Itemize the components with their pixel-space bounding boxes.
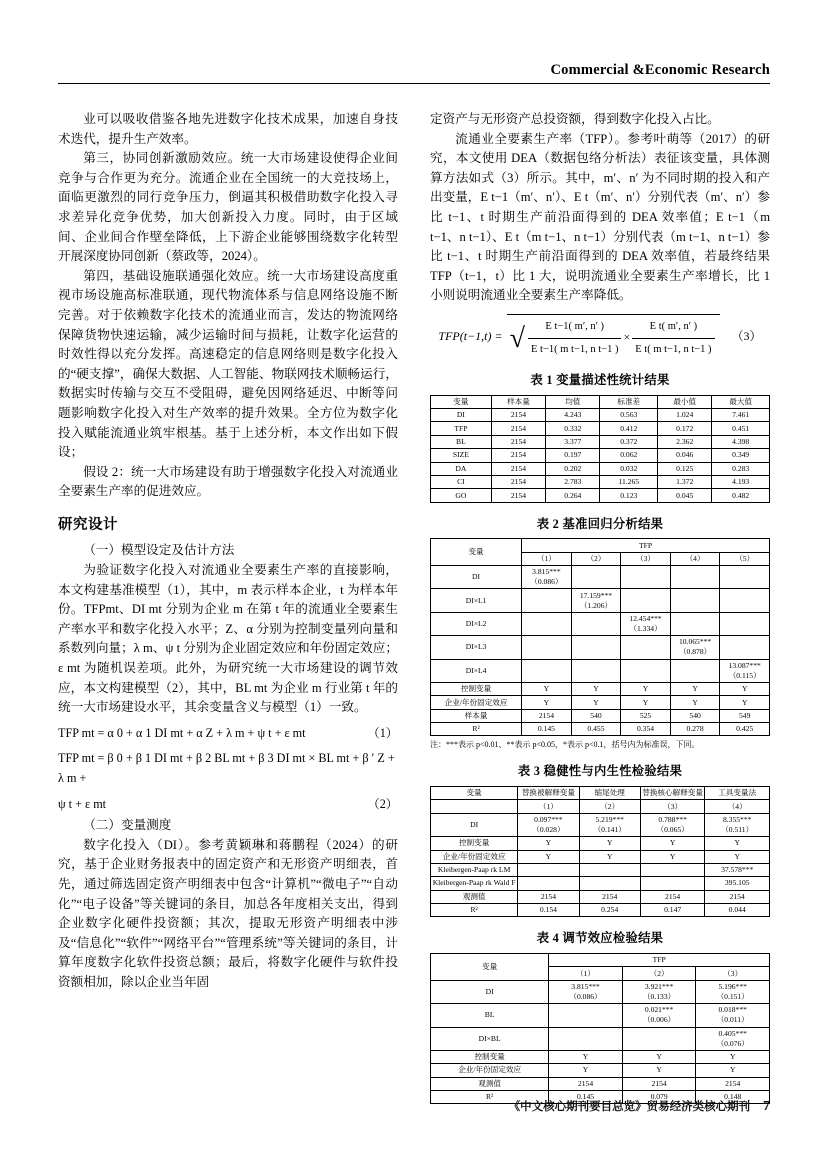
table-cell: 0.202	[546, 462, 600, 475]
table-cell: 0.451	[712, 422, 770, 435]
table-cell: 控制变量	[431, 837, 518, 850]
table-cell: Y	[571, 696, 621, 709]
table-row	[431, 1027, 770, 1050]
table-cell	[670, 659, 720, 682]
page-header	[58, 62, 770, 84]
table-cell: 控制变量	[431, 682, 522, 695]
table-cell: Y	[621, 696, 671, 709]
table-row	[431, 422, 770, 435]
paragraph-model	[58, 561, 398, 718]
table-cell: Kleibergen-Paap rk Wald F	[431, 877, 518, 890]
table-cell: 0.044	[705, 904, 770, 917]
table-cell	[621, 589, 671, 612]
table-2-note: 注：***表示 p<0.01、**表示 p<0.05，*表示 p<0.1，括号内为标准误，下同。	[430, 740, 700, 750]
page-footer	[58, 1098, 770, 1115]
table-cell: 2154	[640, 890, 705, 903]
table-2-caption: 表 2 基准回归分析结果	[536, 516, 664, 531]
table-header-cell: （1）	[549, 967, 623, 980]
table-cell: 3.815*** （0.086）	[522, 566, 572, 589]
paragraph: 第四，基础设施联通强化效应。统一大市场建设高度重视市场设施高标准联通，现代物流体系与信息网络设施不断完善。对于依赖数字化技术的流通业而言，发达的物流网络保障货物快速运输，减少运输时间与损耗，让数字化运营的时效性得以充分发挥。高速稳定的信息网络则是数字化投入的“硬支撑”，确保大数据、人工智能、物联网技术顺畅运行，数据实时传输与交互不受阻碍，避免因网络延迟、中断等问题影响数字化投入对生产效率的提升效果。全方位为数字化投入赋能流通业筑牢根基。基于上述分析，本文作出如下假设；	[58, 268, 398, 460]
table-header-row	[431, 787, 770, 800]
formula-2-body-b: ψ t + ε mt	[58, 796, 107, 811]
paragraph: 流通业全要素生产率（TFP）。参考叶萌等（2017）的研究，本文使用 DEA（数据包络分析法）表征该变量，具体测算方法如式（3）所示。其中，m′、n′ 为不同时期的投入和产出变量，E t−1（m′、n′）、E t（m′、n′）分别代表（m′、n′）参比 t−1、t 时期生产前沿面得到的 DEA 效率值；E t−1（m t−1、n t−1）、E t（m t−1、n t−1）分别代表（m t−1、n t−1）参比 t−1、t 时期生产前沿面得到的 DEA 效率值，若最终结果 TFP（t−1，t）比 1 大，说明流通业全要素生产率增长，比 1 小则说明流通业全要素生产率降低。	[430, 131, 770, 303]
table-cell: 0.021*** （0.006）	[622, 1004, 696, 1027]
table-header-cell: 变量	[431, 395, 492, 408]
table-cell: 2154	[518, 890, 579, 903]
table-cell: DI×L3	[431, 636, 522, 659]
paragraph-model-b: mt、DI mt 分别为企业 m 在第 t 年的流通业全要素生产率水平和数字化投入水平；Z、α 分别为控制变量列向量和系数列向量；λ m、ψ t 分别为企业固定效应和年份固定效应；ε mt 为随机误差项。此外，为研究统一大市场建设的调节效应，本文构建模型（2），其中，BL mt 为企业 m 行业第 t 年的统一大市场建设水平，其余变量含义与模型（1）一致。	[58, 602, 398, 715]
header-divider	[58, 83, 770, 84]
table-cell: 17.159*** （1.206）	[571, 589, 621, 612]
table-cell: 5.219*** （0.141）	[579, 813, 640, 836]
table-cell: Y	[518, 837, 579, 850]
table-cell: 540	[670, 709, 720, 722]
journal-header-title: Commercial &Economic Research	[550, 62, 770, 78]
table-cell: 0.147	[640, 904, 705, 917]
table-cell: 0.197	[546, 449, 600, 462]
table-cell	[522, 659, 572, 682]
table-row	[431, 659, 770, 682]
paragraph-model-a: 为验证数字化投入对流通业全要素生产率的直接影响，本文构建基准模型（1），其中，m 表示样本企业，t 为样本年份。TFP	[58, 563, 398, 617]
table-cell	[518, 863, 579, 876]
table-header-cell: （3）	[640, 800, 705, 813]
table-cell: Y	[579, 850, 640, 863]
table-row	[431, 723, 770, 736]
table-cell: 0.079	[622, 1091, 696, 1104]
table-cell	[640, 877, 705, 890]
table-row	[431, 850, 770, 863]
table-header-group-row	[431, 539, 770, 552]
table-row	[431, 612, 770, 635]
table-row	[431, 566, 770, 589]
page-number: 7	[763, 1099, 770, 1114]
table-cell: 0.154	[518, 904, 579, 917]
table-2	[430, 538, 770, 736]
col-variable: 变量	[431, 954, 549, 981]
table-cell: Y	[705, 850, 770, 863]
table-1-caption: 表 1 变量描述性统计结果	[530, 373, 670, 388]
table-cell: DI×L1	[431, 589, 522, 612]
table-cell: 0.032	[600, 462, 658, 475]
table-cell	[720, 636, 770, 659]
col-group-tfp: TFP	[549, 954, 770, 967]
table-cell: 0.145	[522, 723, 572, 736]
table-header-cell: （1）	[518, 800, 579, 813]
table-cell: 0.125	[658, 462, 712, 475]
table-cell: 10.065*** （0.878）	[670, 636, 720, 659]
table-row	[431, 682, 770, 695]
table-cell: Y	[640, 837, 705, 850]
table-cell: Y	[579, 837, 640, 850]
subsection-heading-2: （二）变量测度	[83, 818, 172, 833]
table-cell	[522, 612, 572, 635]
table-cell: 7.461	[712, 409, 770, 422]
table-row	[431, 696, 770, 709]
table-cell: 0.425	[720, 723, 770, 736]
table-cell: 2.783	[546, 475, 600, 488]
equation-3-number: （3）	[731, 328, 762, 343]
table-4-caption: 表 4 调节效应检验结果	[536, 931, 664, 946]
table-cell: 控制变量	[431, 1050, 549, 1063]
table-3	[430, 786, 770, 917]
table-row	[431, 890, 770, 903]
table-cell: Y	[705, 837, 770, 850]
table-header-cell: 最大值	[712, 395, 770, 408]
table-cell: 0.062	[600, 449, 658, 462]
fraction-denominator: E t−1( m t−1, n t−1 )	[531, 343, 619, 355]
table-cell: SIZE	[431, 449, 492, 462]
table-cell	[571, 659, 621, 682]
table-cell: 0.264	[546, 489, 600, 502]
formula-1-body: TFP mt = α 0 + α 1 DI mt + α Z + λ m + ψ t + ε mt	[58, 725, 306, 740]
table-cell: 2154	[491, 475, 545, 488]
table-cell	[720, 566, 770, 589]
col-variable: 变量	[431, 539, 522, 566]
table-cell	[549, 1027, 623, 1050]
table-cell: 0.283	[712, 462, 770, 475]
fraction-denominator: E t( m t−1, n t−1 )	[635, 343, 712, 355]
table-cell: TFP	[431, 422, 492, 435]
table-cell: Kleibergen-Paap rk LM	[431, 863, 518, 876]
table-1	[430, 395, 770, 503]
table-header-cell: （1）	[522, 552, 572, 565]
table-cell: 0.145	[549, 1091, 623, 1104]
table-cell: 0.254	[579, 904, 640, 917]
table-header-cell: （3）	[696, 967, 770, 980]
formula-2	[58, 749, 398, 788]
table-cell: 2154	[491, 435, 545, 448]
table-header-cell: 样本量	[491, 395, 545, 408]
table-cell: Y	[622, 1050, 696, 1063]
table-row	[431, 863, 770, 876]
table-cell	[571, 612, 621, 635]
table-cell: Y	[696, 1064, 770, 1077]
table-cell: DI×L2	[431, 612, 522, 635]
table-cell: Y	[549, 1050, 623, 1063]
table-cell: 12.454*** （1.334）	[621, 612, 671, 635]
table-cell: 0.172	[658, 422, 712, 435]
table-cell: DI	[431, 980, 549, 1003]
table-subheader-row	[431, 800, 770, 813]
table-cell: Y	[522, 696, 572, 709]
subsection-heading-1: （一）模型设定及估计方法	[83, 543, 235, 558]
table-cell: Y	[621, 682, 671, 695]
table-cell: Y	[640, 850, 705, 863]
table-cell	[640, 863, 705, 876]
table-cell: 0.372	[600, 435, 658, 448]
table-cell: 企业/年份固定效应	[431, 850, 518, 863]
table-cell: 5.196*** （0.151）	[696, 980, 770, 1003]
table-cell: Y	[720, 682, 770, 695]
paragraph: 数字化投入（DI）。参考黄颖琳和蒋鹏程（2024）的研究，基于企业财务报表中的固定资产和无形资产明细表，首先，通过筛选固定资产明细表中包含“计算机”“微电子”“自动化”“电子设备”等关键词的条目，加总各年度相关支出，得到企业数字化硬件投资额；其次，提取无形资产明细表中涉及“信息化”“软件”“网络平台”“管理系统”等关键词的条目，计算年度数字化软件投资总额；最后，将数字化硬件与软件投资额相加，除以企业当年固	[58, 837, 398, 989]
equation-3-lhs: TFP(t−1,t) =	[438, 328, 503, 343]
table-cell: 3.921*** （0.133）	[622, 980, 696, 1003]
table-cell: 13.087*** （0.115）	[720, 659, 770, 682]
table-cell: 0.045	[658, 489, 712, 502]
table-cell: Y	[522, 682, 572, 695]
table-cell: 2154	[491, 409, 545, 422]
table-cell: 2154	[522, 709, 572, 722]
table-cell: 540	[571, 709, 621, 722]
table-cell: 0.412	[600, 422, 658, 435]
equation-3-fraction-1	[528, 317, 621, 359]
table-row	[431, 409, 770, 422]
table-row	[431, 980, 770, 1003]
table-cell: 395.105	[705, 877, 770, 890]
table-row	[431, 837, 770, 850]
formula-2-cont	[58, 795, 398, 815]
table-cell: 2154	[622, 1077, 696, 1090]
table-cell: 2154	[491, 462, 545, 475]
table-cell: 0.046	[658, 449, 712, 462]
table-header-cell: 工具变量法	[705, 787, 770, 800]
table-cell: 525	[621, 709, 671, 722]
table-row	[431, 435, 770, 448]
paragraph: 假设 2：统一大市场建设有助于增强数字化投入对流通业全要素生产率的促进效应。	[58, 464, 398, 499]
table-row	[431, 449, 770, 462]
table-cell: 2154	[696, 1077, 770, 1090]
table-header-cell: 标准差	[600, 395, 658, 408]
table-cell: 观测值	[431, 1077, 549, 1090]
table-cell	[720, 589, 770, 612]
table-row	[431, 589, 770, 612]
table-cell: 1.024	[658, 409, 712, 422]
table-cell	[571, 566, 621, 589]
footer-source: 《中文核心期刊要目总览》贸易经济类核心期刊	[508, 1101, 751, 1113]
table-row	[431, 1004, 770, 1027]
table-cell: DI	[431, 813, 518, 836]
table-cell: 11.265	[600, 475, 658, 488]
table-cell: 0.332	[546, 422, 600, 435]
table-cell	[670, 612, 720, 635]
table-cell: 0.123	[600, 489, 658, 502]
equation-3-times: ×	[623, 330, 631, 345]
table-cell: Y	[549, 1064, 623, 1077]
table-header-cell: （2）	[579, 800, 640, 813]
table-cell: 观测值	[431, 890, 518, 903]
fraction-numerator: E t−1( m′, n′ )	[528, 317, 621, 339]
table-cell: 企业/年份固定效应	[431, 1064, 549, 1077]
table-row	[431, 462, 770, 475]
table-3-caption: 表 3 稳健性与内生性检验结果	[517, 764, 683, 779]
table-cell: 4.193	[712, 475, 770, 488]
table-cell: BL	[431, 1004, 549, 1027]
table-cell	[549, 1004, 623, 1027]
table-header-cell: （4）	[705, 800, 770, 813]
table-cell: 样本量	[431, 709, 522, 722]
formula-2-number: （2）	[367, 796, 398, 811]
table-cell: BL	[431, 435, 492, 448]
fraction-numerator: E t( m′, n′ )	[632, 317, 714, 339]
table-header-cell: （4）	[670, 552, 720, 565]
table-cell: 3.815*** （0.086）	[549, 980, 623, 1003]
table-cell: 0.455	[571, 723, 621, 736]
table-cell: Y	[670, 682, 720, 695]
table-cell: Y	[670, 696, 720, 709]
table-header-cell: 替换被解释变量	[518, 787, 579, 800]
table-cell: 2.362	[658, 435, 712, 448]
table-cell	[670, 566, 720, 589]
table-header-cell: 最小值	[658, 395, 712, 408]
paragraph: 定资产与无形资产总投资额，得到数字化投入占比。	[430, 112, 720, 126]
table-row	[431, 904, 770, 917]
table-cell: Y	[622, 1064, 696, 1077]
formula-1-number: （1）	[367, 725, 398, 740]
table-cell: 2154	[491, 449, 545, 462]
table-cell: 0.278	[670, 723, 720, 736]
table-row	[431, 709, 770, 722]
table-cell: DI	[431, 409, 492, 422]
table-cell: Y	[518, 850, 579, 863]
table-cell	[522, 589, 572, 612]
table-cell	[621, 636, 671, 659]
equation-3-radical	[507, 314, 720, 359]
table-header-cell: （3）	[621, 552, 671, 565]
table-4	[430, 953, 770, 1104]
table-row	[431, 813, 770, 836]
table-cell: 2154	[549, 1077, 623, 1090]
table-cell: 1.372	[658, 475, 712, 488]
table-header-cell: （2）	[571, 552, 621, 565]
table-cell: R²	[431, 723, 522, 736]
table-cell: 0.563	[600, 409, 658, 422]
table-cell: 0.349	[712, 449, 770, 462]
left-column	[58, 110, 398, 993]
table-row	[431, 1077, 770, 1090]
table-cell: 0.405*** （0.076）	[696, 1027, 770, 1050]
table-cell	[621, 566, 671, 589]
table-cell: 4.398	[712, 435, 770, 448]
table-cell: Y	[720, 696, 770, 709]
table-row	[431, 475, 770, 488]
table-cell: 0.354	[621, 723, 671, 736]
table-header-row	[431, 395, 770, 408]
paragraph: 第三，协同创新激励效应。统一大市场建设使得企业间竞争与合作更为充分。流通企业在全国统一的大竞技场上，面临更激烈的同行竞争压力，倒逼其积极借助数字化投入寻求差异化竞争优势，加大创新投入力度。同时，由于区域间、企业间合作壁垒降低，上下游企业能够围绕数字化转型开展深度协同创新（蔡政等，2024）。	[58, 151, 398, 264]
table-header-cell	[431, 800, 518, 813]
table-row	[431, 636, 770, 659]
table-cell: Y	[571, 682, 621, 695]
right-column	[430, 110, 770, 1104]
table-cell: 0.482	[712, 489, 770, 502]
table-cell	[579, 863, 640, 876]
table-header-cell: （5）	[720, 552, 770, 565]
table-header-cell: 均值	[546, 395, 600, 408]
table-cell: 37.578***	[705, 863, 770, 876]
table-row	[431, 1050, 770, 1063]
table-cell	[670, 589, 720, 612]
table-cell	[518, 877, 579, 890]
table-cell: 0.788*** （0.065）	[640, 813, 705, 836]
table-cell: 3.377	[546, 435, 600, 448]
table-cell	[720, 612, 770, 635]
table-cell: DI×BL	[431, 1027, 549, 1050]
table-header-cell: 缩尾处理	[579, 787, 640, 800]
table-cell: 0.018*** （0.011）	[696, 1004, 770, 1027]
formula-1	[58, 724, 398, 744]
table-cell	[522, 636, 572, 659]
table-header-cell: 变量	[431, 787, 518, 800]
equation-3	[430, 314, 770, 359]
table-header-group-row	[431, 954, 770, 967]
table-cell: DI	[431, 566, 522, 589]
equation-3-fraction-2	[632, 317, 714, 359]
table-cell: R²	[431, 904, 518, 917]
table-cell: 4.243	[546, 409, 600, 422]
table-cell: R²	[431, 1091, 549, 1104]
table-cell: 549	[720, 709, 770, 722]
table-cell: 2154	[491, 422, 545, 435]
table-cell: 2154	[491, 489, 545, 502]
table-row	[431, 877, 770, 890]
table-row	[431, 1064, 770, 1077]
table-cell: 8.355*** （0.511）	[705, 813, 770, 836]
table-cell	[579, 877, 640, 890]
table-cell: 0.148	[696, 1091, 770, 1104]
formula-2-body-a: TFP mt = β 0 + β 1 DI mt + β 2 BL mt + β 3 DI mt × BL mt + β ′ Z + λ m +	[58, 751, 395, 785]
col-group-tfp: TFP	[522, 539, 770, 552]
table-row	[431, 489, 770, 502]
table-cell: 0.097*** （0.028）	[518, 813, 579, 836]
table-header-cell: 替换核心解释变量	[640, 787, 705, 800]
table-cell: 企业/年份固定效应	[431, 696, 522, 709]
table-cell	[571, 636, 621, 659]
table-cell: GO	[431, 489, 492, 502]
section-heading: 研究设计	[58, 516, 118, 533]
table-cell	[622, 1027, 696, 1050]
table-cell: 2154	[579, 890, 640, 903]
table-cell: DA	[431, 462, 492, 475]
table-cell: CI	[431, 475, 492, 488]
table-cell: 2154	[705, 890, 770, 903]
table-cell: Y	[696, 1050, 770, 1063]
table-header-cell: （2）	[622, 967, 696, 980]
table-cell: DI×L4	[431, 659, 522, 682]
paragraph: 业可以吸收借鉴各地先进数字化技术成果，加速自身技术迭代，提升生产效率。	[58, 112, 398, 146]
table-cell	[621, 659, 671, 682]
radical-sign-icon: √	[509, 323, 525, 355]
